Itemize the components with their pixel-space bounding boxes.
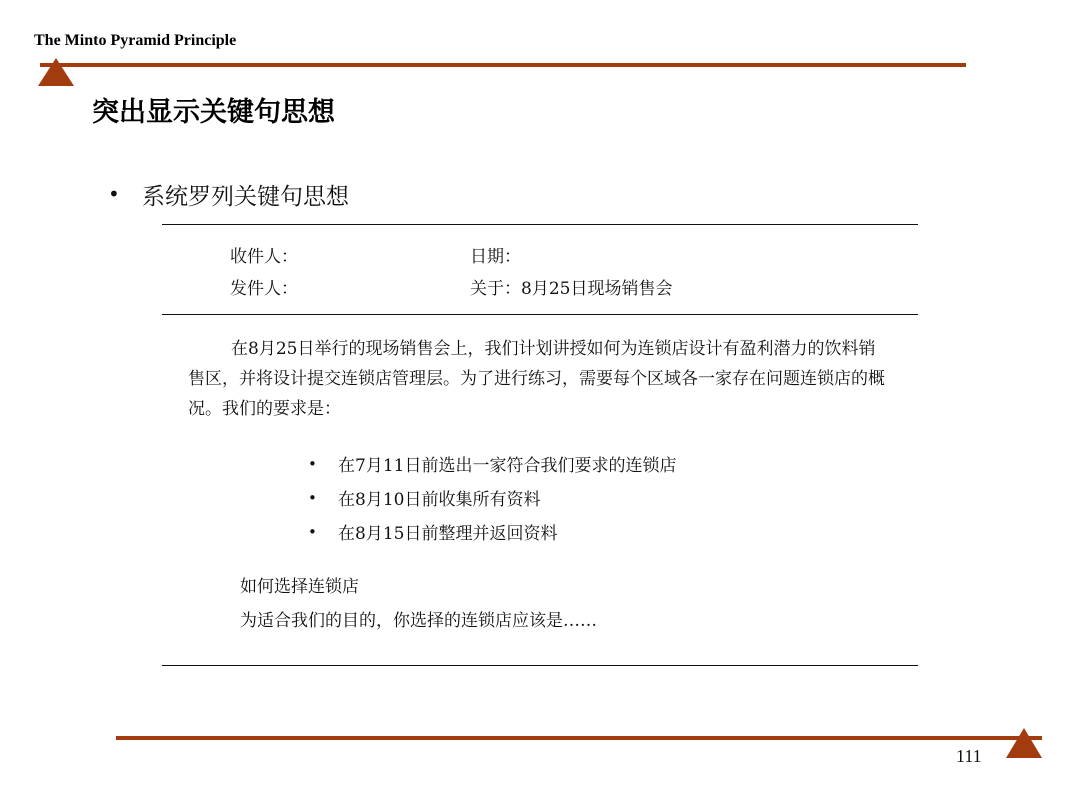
memo-top-rule: [162, 224, 918, 225]
requirement-bullet-icon: •: [308, 489, 317, 507]
memo-to-label: 收件人：: [230, 247, 298, 267]
memo-date-label: 日期：: [470, 247, 521, 267]
memo-bottom-rule: [162, 665, 918, 666]
memo-paragraph: 在8月25日举行的现场销售会上，我们计划讲授如何为连锁店设计有盈利潜力的饮料销售区，并将设计提交连锁店管理层。为了进行练习，需要每个区域各一家存在问题连锁店的概况。我们的要求是：: [188, 339, 885, 419]
requirement-bullet-icon: •: [308, 455, 317, 473]
memo-from-label: 发件人：: [230, 279, 298, 299]
bullet-text: 系统罗列关键句思想: [142, 184, 349, 210]
memo-header-rule: [162, 314, 918, 315]
requirement-item: 在8月15日前整理并返回资料: [338, 524, 558, 544]
requirement-bullet-icon: •: [308, 523, 317, 541]
bullet-icon: •: [108, 182, 120, 206]
book-title: The Minto Pyramid Principle: [34, 32, 237, 49]
top-triangle-icon: [38, 58, 74, 86]
page-title: 突出显示关键句思想: [92, 97, 335, 128]
requirement-item: 在8月10日前收集所有资料: [338, 490, 541, 510]
bottom-triangle-icon: [1006, 728, 1042, 758]
bottom-rule: [116, 736, 1042, 740]
requirement-item: 在7月11日前选出一家符合我们要求的连锁店: [338, 456, 677, 476]
page-number: 111: [956, 746, 982, 766]
memo-subject-label: 关于：8月25日现场销售会: [470, 279, 673, 299]
top-rule: [40, 63, 966, 67]
section-text: 为适合我们的目的，你选择的连锁店应该是……: [240, 611, 597, 631]
section-heading: 如何选择连锁店: [240, 577, 359, 597]
